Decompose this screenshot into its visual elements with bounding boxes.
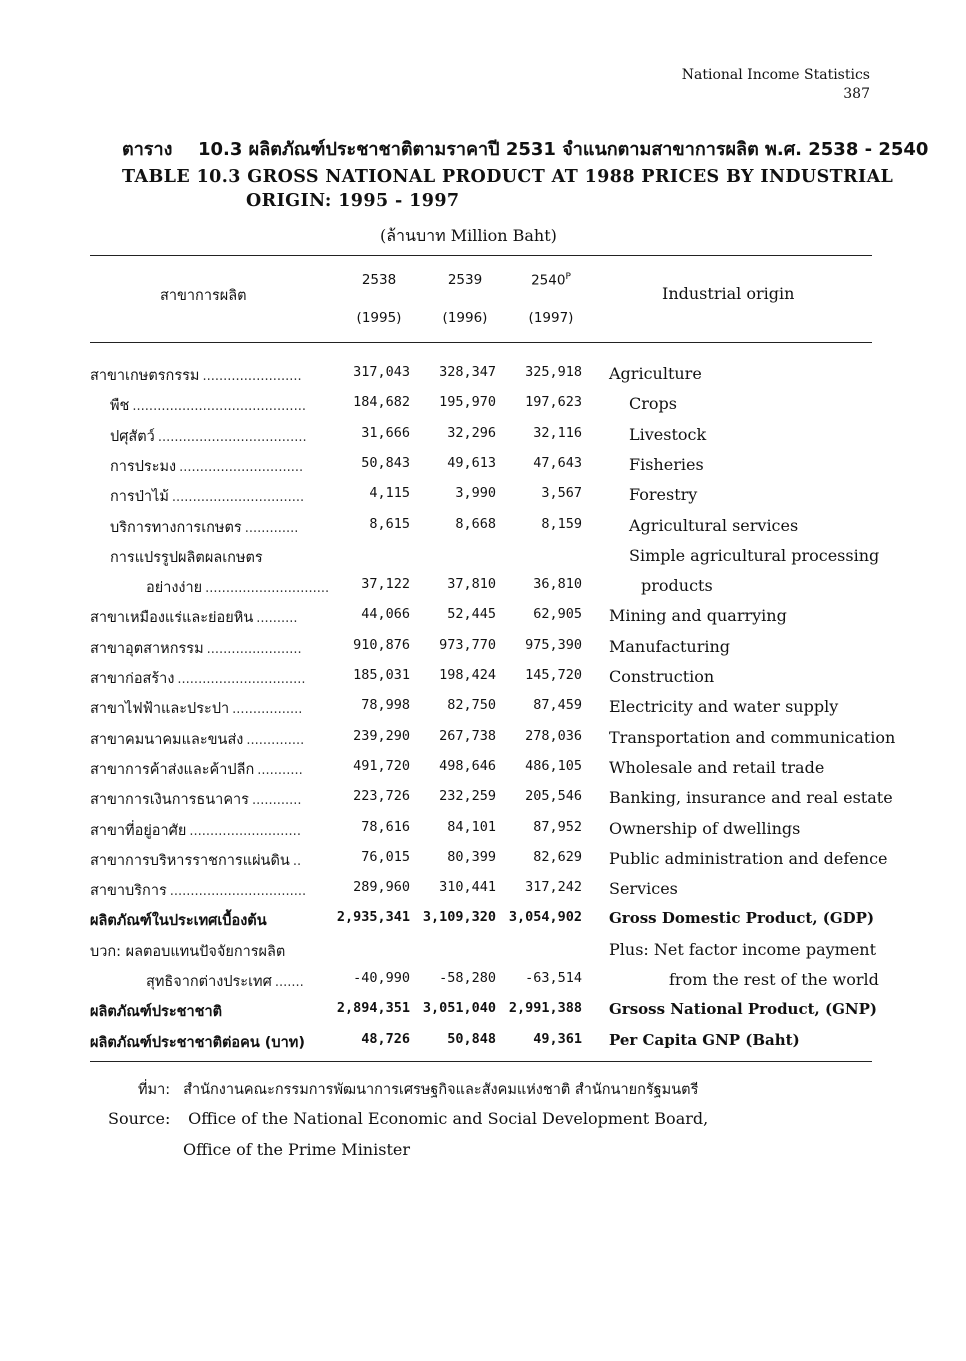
row-label-english: Construction [609,667,715,686]
year-be-3 [511,272,591,289]
value-cell-3: 2,991,388 [508,1000,582,1017]
table-row [0,784,966,814]
value-cell-1: 8,615 [369,515,410,532]
leader-dots: .................................... [157,429,307,445]
value-cell-3: 87,952 [533,818,582,835]
leader-dots: ....................... [206,641,302,657]
row-label-thai [90,940,288,963]
value-cell-3: 47,643 [533,454,582,471]
value-cell-3: 32,116 [533,424,582,441]
row-label-english: Livestock [629,424,707,444]
row-label-english: Manufacturing [609,636,730,656]
leader-dots: ................. [232,702,303,718]
row-label-thai [90,909,270,932]
row-label-english: Simple agricultural processing [629,545,880,565]
row-label-thai [90,819,301,842]
value-cell-1: 31,666 [361,424,410,441]
row-label-thai-text: อย่างง่าย [146,580,203,597]
row-label-english: Public administration and defence [609,848,888,868]
table-row [0,724,966,754]
source-english-line2: Office of the Prime Minister [183,1140,410,1159]
value-cell-2: 310,441 [439,879,496,896]
row-label-thai-text: ปศุสัตว์ [110,428,155,445]
row-label-thai-text: สาขาการบริหารราชการแผ่นดิน [90,852,290,869]
row-label-english: Agricultural services [629,515,799,535]
row-label-english: Electricity and water supply [609,697,839,717]
table-row [0,875,966,905]
row-label-thai-text: การป่าไม้ [110,489,169,506]
value-cell-2: 84,101 [447,818,496,835]
value-cell-2: 232,259 [439,788,496,805]
row-label-thai-text: สาขาบริการ [90,883,167,900]
year-be-1: 2538 [361,272,397,288]
leader-dots: ................................ [171,490,305,506]
table-row [0,1027,966,1057]
value-cell-3: 62,905 [533,606,582,623]
row-label-english: Services [609,879,678,899]
row-label-thai [90,667,306,690]
table-row [0,936,966,966]
row-label-thai-text: สาขาเหมืองแร่และย่อยหิน [90,610,254,627]
leader-dots: .......................................... [132,399,306,415]
value-cell-3: 317,242 [525,879,582,896]
row-label-thai-text: สุทธิจากต่างประเทศ [146,974,272,990]
row-label-thai [90,697,302,720]
row-label-thai [110,546,266,569]
table-row [0,815,966,845]
table-row [0,481,966,511]
table-row [0,542,966,572]
row-label-english: from the rest of the world [669,970,879,989]
table-row [0,421,966,451]
year-ce-1: (1995) [356,310,402,326]
value-cell-3: 3,054,902 [508,909,582,926]
value-cell-2: 52,445 [447,606,496,623]
leader-dots: .............. [246,732,305,748]
column-header-thai: สาขาการผลิต [160,288,247,304]
value-cell-2: 198,424 [439,667,496,683]
row-label-thai [90,606,298,629]
value-cell-3: 325,918 [525,364,582,380]
row-label-english: Gross Domestic Product, (GDP) [609,909,875,928]
row-label-english: Crops [629,394,677,414]
value-cell-3: 36,810 [533,576,582,593]
value-cell-1: 4,115 [369,485,410,502]
value-cell-1: 239,290 [353,727,410,744]
row-label-thai [90,788,302,811]
value-cell-2: 49,613 [447,454,496,471]
value-cell-1: 289,960 [353,879,410,896]
row-label-english: products [641,576,713,596]
header-rule [90,342,872,343]
row-label-thai [110,485,304,508]
table-row [0,451,966,481]
row-label-english: Transportation and communication [609,727,896,747]
preliminary-mark: P [565,272,571,282]
value-cell-1: 78,998 [361,697,410,714]
value-cell-3: 975,390 [525,636,582,653]
value-cell-1: 491,720 [353,757,410,774]
row-label-thai [90,728,304,751]
table-row [0,633,966,663]
leader-dots: ........... [257,762,303,778]
row-label-thai [110,516,298,539]
source-thai [108,1078,698,1101]
table-row [0,572,966,602]
leader-dots: ....... [274,975,304,990]
source-english-label: Source: [108,1109,171,1128]
value-cell-1: 78,616 [361,818,410,835]
title-thai-text: 10.3 ผลิตภัณฑ์ประชาชาติตามราคาปี 2531 จำแนกตามสาขาการผลิต พ.ศ. 2538 - 2540 [198,139,929,160]
row-label-thai [110,425,307,448]
value-cell-3: 3,567 [541,485,582,502]
leader-dots: .. [292,853,302,869]
row-label-thai-text: ผลิตภัณฑ์ในประเทศเบื้องต้น [90,913,267,930]
row-label-thai-text: สาขาไฟฟ้าและประปา [90,701,230,718]
page-number: 387 [843,86,870,102]
table-row [0,966,966,996]
row-label-thai [90,758,303,781]
leader-dots: ................................. [169,884,307,900]
row-label-thai-text: สาขาเกษตรกรรม [90,368,200,384]
value-cell-1: 76,015 [361,848,410,865]
value-cell-2: 3,990 [455,485,496,502]
leader-dots: ........................ [202,369,302,384]
value-cell-2: 32,296 [447,424,496,441]
leader-dots: ............ [251,793,302,809]
table-row [0,845,966,875]
table-row [0,996,966,1026]
table-row [0,905,966,935]
unit-label: (ล้านบาท Million Baht) [380,226,557,245]
row-label-thai-text: สาขาการเงินการธนาคาร [90,792,249,809]
leader-dots: .......... [256,611,298,627]
source-thai-label: ที่มา: [138,1082,171,1098]
row-label-thai-text: การประมง [110,458,177,475]
row-label-english: Ownership of dwellings [609,818,801,838]
row-label-thai-text: สาขาการค้าส่งและค้าปลีก [90,761,255,778]
value-cell-1: 223,726 [353,788,410,805]
row-label-thai-text: ผลิตภัณฑ์ประชาชาติต่อคน (บาท) [90,1034,305,1051]
value-cell-2: 82,750 [447,697,496,714]
value-cell-1: -40,990 [353,970,410,986]
value-cell-2: -58,280 [439,970,496,986]
row-label-thai-text: สาขาอุตสาหกรรม [90,640,204,657]
row-label-thai [90,364,302,387]
row-label-english: Per Capita GNP (Baht) [609,1030,800,1049]
row-label-thai [110,394,306,417]
value-cell-2: 3,109,320 [422,909,496,926]
row-label-thai-text: สาขาก่อสร้าง [90,671,175,687]
top-rule [90,255,872,256]
row-label-thai [146,576,329,599]
column-header-english: Industrial origin [662,284,795,303]
row-label-thai [90,1031,308,1054]
row-label-english: Fisheries [629,454,704,474]
row-label-thai-text: ผลิตภัณฑ์ประชาชาติ [90,1004,223,1021]
year-be-3-value: 2540 [531,272,566,289]
year-ce-2: (1996) [442,310,488,326]
value-cell-1: 2,894,351 [336,1000,410,1017]
value-cell-3: 205,546 [525,788,582,805]
leader-dots: ............................... [177,672,306,687]
row-label-english: Banking, insurance and real estate [609,788,893,808]
row-label-thai-text: สาขาคมนาคมและขนส่ง [90,731,244,748]
value-cell-3: 49,361 [533,1030,582,1047]
table-row [0,390,966,420]
value-cell-1: 910,876 [353,636,410,653]
row-label-thai [90,1000,225,1023]
table-row [0,602,966,632]
row-label-thai [146,970,304,993]
row-label-english: Plus: Net factor income payment [609,939,877,959]
value-cell-2: 37,810 [447,576,496,593]
value-cell-2: 328,347 [439,364,496,380]
value-cell-2: 8,668 [455,515,496,532]
row-label-english: Mining and quarrying [609,606,787,626]
value-cell-3: 197,623 [525,394,582,411]
value-cell-1: 2,935,341 [336,909,410,926]
row-label-thai [90,637,302,660]
row-label-thai [90,879,306,902]
source-english [108,1109,708,1128]
table-row [0,360,966,390]
value-cell-1: 317,043 [353,364,410,380]
row-label-english: Grsoss National Product, (GNP) [609,1000,877,1019]
row-label-thai-text: บริการทางการเกษตร [110,519,242,536]
value-cell-1: 48,726 [361,1030,410,1047]
value-cell-2: 267,738 [439,727,496,744]
value-cell-3: 486,105 [525,757,582,774]
table-title-thai [122,134,928,163]
value-cell-3: 8,159 [541,515,582,532]
value-cell-1: 50,843 [361,454,410,471]
value-cell-1: 37,122 [361,576,410,593]
running-head [682,66,870,104]
value-cell-2: 50,848 [447,1030,496,1047]
row-label-thai [90,849,301,872]
running-head-title: National Income Statistics [681,67,870,83]
table-title-english: TABLE 10.3 GROSS NATIONAL PRODUCT AT 1988 PRICES BY INDUSTRIAL [122,167,894,187]
row-label-english: Wholesale and retail trade [609,757,825,777]
table-row [0,663,966,693]
row-label-thai [110,455,303,478]
value-cell-3: 82,629 [533,848,582,865]
leader-dots: .............................. [179,459,304,475]
row-label-english: Agriculture [609,364,702,383]
value-cell-3: 145,720 [525,667,582,683]
source-thai-text: สำนักงานคณะกรรมการพัฒนาการเศรษฐกิจและสังคมแห่งชาติ สำนักนายกรัฐมนตรี [183,1082,699,1098]
value-cell-2: 195,970 [439,394,496,411]
year-be-2: 2539 [447,272,483,288]
row-label-english: Forestry [629,485,698,505]
title-thai-label: ตาราง [122,139,173,160]
bottom-rule [90,1061,872,1062]
leader-dots: ............. [244,520,299,536]
value-cell-2: 498,646 [439,757,496,774]
value-cell-1: 185,031 [353,667,410,683]
row-label-thai-text: พืช [110,398,130,415]
table-row [0,754,966,784]
table-row [0,693,966,723]
source-english-line1: Office of the National Economic and Social Development Board, [188,1109,709,1128]
row-label-thai-text: สาขาที่อยู่อาศัย [90,822,187,839]
row-label-thai-text: บวก: ผลตอบแทนปัจจัยการผลิต [90,943,286,960]
year-ce-3: (1997) [528,310,574,326]
value-cell-2: 80,399 [447,848,496,865]
value-cell-2: 973,770 [439,636,496,653]
value-cell-1: 44,066 [361,606,410,623]
value-cell-2: 3,051,040 [422,1000,496,1017]
value-cell-3: 278,036 [525,727,582,744]
leader-dots: .............................. [205,581,330,597]
table-title-english-line2: ORIGIN: 1995 - 1997 [246,191,460,211]
leader-dots: ........................... [189,823,301,839]
table-row [0,512,966,542]
value-cell-3: 87,459 [533,697,582,714]
value-cell-1: 184,682 [353,394,410,411]
row-label-thai-text: การแปรรูปผลิตผลเกษตร [110,549,263,566]
value-cell-3: -63,514 [525,970,582,986]
